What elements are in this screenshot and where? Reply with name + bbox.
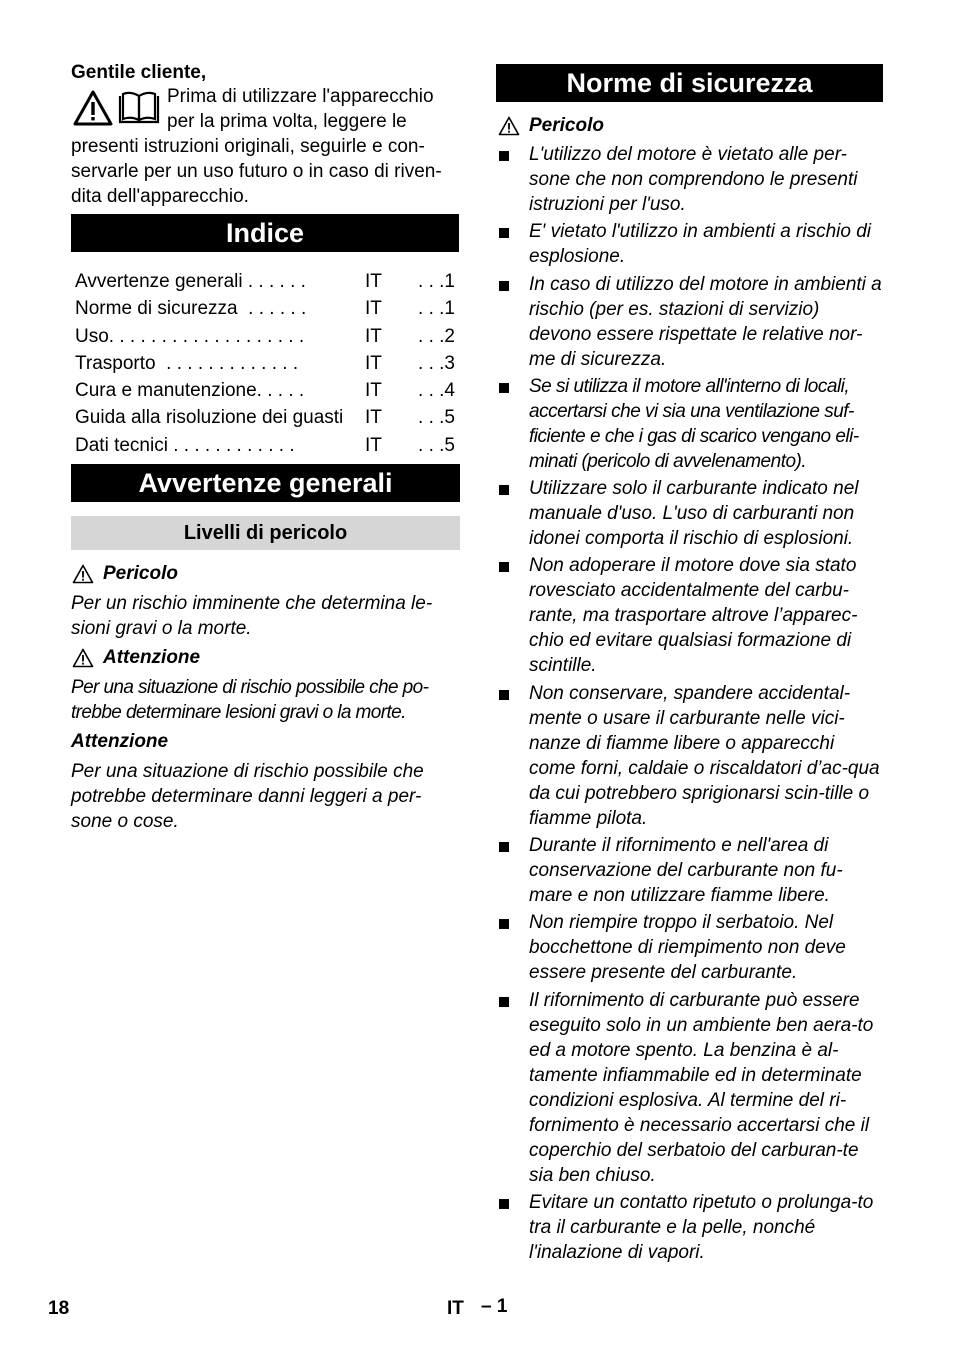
toc-page: . . .1	[418, 298, 455, 320]
list-item	[496, 142, 884, 217]
toc-lang: IT	[365, 380, 382, 402]
list-item-text: Non conservare, spandere accidental-mente o usare il carburante nelle vici-nanze di fiamme libere o apparecchi come forni, caldaie o riscaldatori d’ac-qua da cui potrebbero sprigionarsi scin-tille o fiamme pilota.	[529, 682, 880, 829]
list-item-text: Utilizzare solo il carburante indicato nel manuale d'uso. L'uso di carburanti non idonei comporta il rischio di esplosioni.	[529, 478, 859, 550]
bullet-square-icon	[499, 690, 509, 700]
warning-triangle-icon	[72, 564, 94, 584]
warning-triangle-icon	[498, 116, 520, 136]
toc-title: Uso. . . . . . . . . . . . . . . . . . .	[75, 325, 305, 347]
manual-book-icon	[117, 90, 161, 126]
hazard-levels-subheading: Livelli di pericolo	[71, 516, 460, 550]
bullet-square-icon	[499, 997, 509, 1007]
list-item	[496, 553, 884, 678]
toc-page: . . .4	[418, 380, 455, 402]
list-item-text: Se si utilizza il motore all'interno di locali, accertarsi che vi sia una ventilazione suf-ficiente e che i gas di scarico vengano eli-minati (pericolo di avvelenamento).	[529, 375, 859, 472]
table-of-contents	[75, 268, 455, 459]
list-item-text: In caso di utilizzo del motore in ambienti a rischio (per es. stazioni di servizio) devono essere rispettate le relative nor-me di sicurezza.	[529, 273, 882, 370]
bullet-square-icon	[499, 151, 509, 161]
intro-line-2: per la prima volta, leggere le	[167, 111, 407, 132]
toc-row[interactable]	[75, 404, 455, 431]
warning-heading	[72, 646, 200, 670]
toc-row[interactable]	[75, 295, 455, 322]
list-item	[496, 374, 884, 474]
list-item-text: L'utilizzo del motore è vietato alle per-sone che non comprendono le presenti istruzioni per l'uso.	[529, 144, 858, 215]
toc-row[interactable]	[75, 350, 455, 377]
bullet-square-icon	[499, 842, 509, 852]
read-manual-icons	[73, 90, 161, 126]
safety-danger-label: Pericolo	[529, 115, 604, 136]
toc-row[interactable]	[75, 377, 455, 404]
bullet-square-icon	[499, 919, 509, 929]
toc-page: . . .5	[418, 434, 455, 456]
bullet-square-icon	[499, 562, 509, 572]
toc-row[interactable]	[75, 268, 455, 295]
list-item	[496, 219, 884, 269]
list-item-text: Non adoperare il motore dove sia stato rovesciato accidentalmente del carbu-rante, ma trasportare altrove l’apparec-chio ed evitare qualsiasi formazione di scintille.	[529, 555, 858, 677]
danger-text: Per un rischio imminente che determina le-sioni gravi o la morte.	[71, 593, 433, 639]
toc-page: . . .5	[418, 407, 455, 429]
toc-title: Trasporto . . . . . . . . . . . . .	[75, 352, 299, 374]
toc-row[interactable]	[75, 323, 455, 350]
danger-heading	[72, 562, 178, 586]
page-number: 18	[48, 1298, 70, 1319]
warning-label: Attenzione	[103, 647, 201, 668]
toc-lang: IT	[365, 352, 382, 374]
footer-section-page: – 1	[481, 1296, 508, 1317]
toc-title: Avvertenze generali . . . . . .	[75, 271, 306, 292]
intro-text: presenti istruzioni originali, seguirle e con-servarle per un uso futuro o in caso di riven-dita dell'apparecchio.	[71, 136, 442, 207]
toc-lang: IT	[365, 271, 382, 292]
safety-danger-heading	[498, 114, 604, 138]
list-item	[496, 476, 884, 551]
list-item-text: E' vietato l'utilizzo in ambienti a rischio di esplosione.	[529, 221, 872, 268]
bullet-square-icon	[499, 228, 509, 238]
warning-text: Per una situazione di rischio possibile che po-trebbe determinare lesioni gravi o la morte.	[71, 677, 429, 723]
safety-heading: Norme di sicurezza	[496, 64, 883, 102]
toc-lang: IT	[365, 325, 382, 347]
toc-title: Cura e manutenzione. . . . .	[75, 380, 305, 402]
list-item	[496, 272, 884, 372]
toc-title: Dati tecnici . . . . . . . . . . . .	[75, 434, 295, 456]
list-item	[496, 681, 884, 831]
list-item-text: Durante il rifornimento e nell'area di conservazione del carburante non fu-mare e non utilizzare fiamme libere.	[529, 835, 843, 907]
bullet-square-icon	[499, 281, 509, 291]
list-item	[496, 1190, 884, 1265]
safety-list	[496, 142, 884, 1267]
greeting: Gentile cliente,	[71, 62, 207, 83]
toc-lang: IT	[365, 407, 382, 429]
toc-title: Norme di sicurezza . . . . . .	[75, 298, 307, 320]
index-heading: Indice	[71, 214, 459, 252]
list-item	[496, 833, 884, 908]
list-item	[496, 988, 884, 1188]
bullet-square-icon	[499, 383, 509, 393]
toc-page: . . .3	[418, 352, 455, 374]
warning-triangle-icon	[73, 90, 113, 126]
bullet-square-icon	[499, 485, 509, 495]
toc-row[interactable]	[75, 432, 455, 459]
list-item-text: Il rifornimento di carburante può essere eseguito solo in un ambiente ben aera-to ed a motore spento. La benzina è al-tamente infiammabile ed in determinate condizioni esplosiva. Al termine del ri-fornimento è necessario accertarsi che il coperchio del serbatoio del carburan-te sia ben chiuso.	[529, 989, 874, 1186]
footer-lang: IT	[447, 1298, 464, 1319]
list-item-text: Non riempire troppo il serbatoio. Nel bocchettone di riempimento non deve essere presente del carburante.	[529, 912, 846, 984]
danger-label: Pericolo	[103, 563, 178, 584]
toc-lang: IT	[365, 298, 382, 320]
warning-triangle-icon	[72, 648, 94, 668]
toc-page: . . .1	[418, 271, 455, 292]
general-warnings-heading: Avvertenze generali	[71, 464, 460, 502]
toc-lang: IT	[365, 434, 382, 456]
intro-line-1: Prima di utilizzare l'apparecchio	[167, 86, 434, 107]
caution-heading	[71, 730, 168, 754]
list-item	[496, 910, 884, 985]
caution-text: Per una situazione di rischio possibile che potrebbe determinare danni leggeri a per-sone o cose.	[71, 761, 424, 832]
caution-label: Attenzione	[71, 731, 169, 752]
bullet-square-icon	[499, 1199, 509, 1209]
list-item-text: Evitare un contatto ripetuto o prolunga-to tra il carburante e la pelle, nonché l'inalazione di vapori.	[529, 1191, 874, 1263]
toc-title: Guida alla risoluzione dei guasti	[75, 407, 344, 429]
toc-page: . . .2	[418, 325, 455, 347]
